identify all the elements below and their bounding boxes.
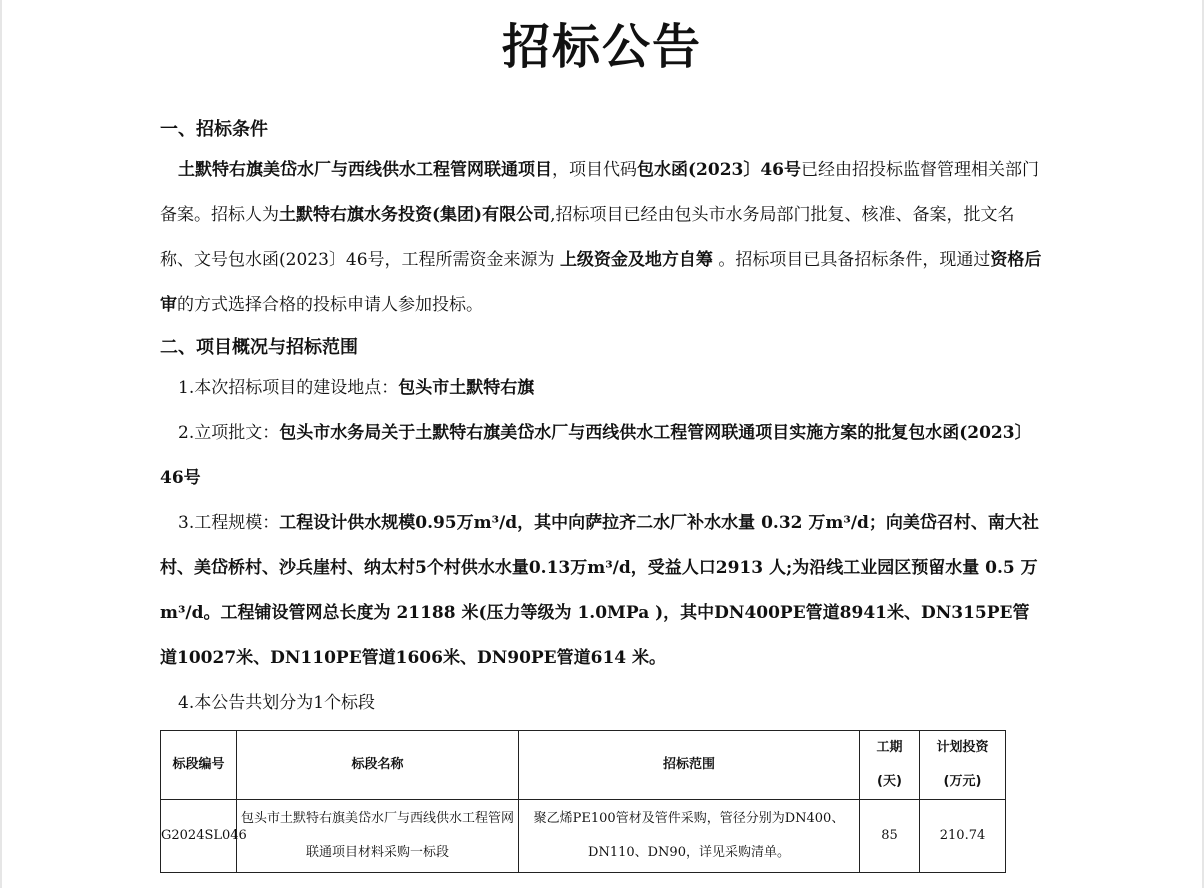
page-edge-left [0,0,2,888]
cell-period: 85 [860,800,920,873]
approval-item [160,411,1044,501]
approval-label: 2.立项批文： [178,423,280,443]
cell-lot-name: 包头市土默特右旗美岱水厂与西线供水工程管网联通项目材料采购一标段 [237,800,519,873]
section-heading-2: 二、项目概况与招标范围 [160,337,358,358]
lots-table [160,730,1006,873]
text-segment: 。招标项目已具备招标条件，现通过 [712,250,991,270]
text-segment: ,招标项目已经由包头市水务局部门批复、核准、备案，批文名称、文号包水函(2023〕46号，工程所需资金来源为 [160,205,1015,270]
tenderer-name: 土默特右旗水务投资(集团)有限公司 [279,205,551,225]
cell-lot-code: G2024SL046 [161,800,237,873]
tender-conditions-paragraph [160,148,1044,328]
page-title: 招标公告 [501,19,702,75]
header-period [860,731,920,800]
approval-value: 包头市水务局关于土默特右旗美岱水厂与西线供水工程管网联通项目实施方案的批复包水函(2023〕46号 [160,423,1032,488]
scale-item [160,501,1044,681]
project-code: 包水函(2023〕46号 [637,160,802,180]
header-lot-name: 标段名称 [237,731,519,800]
location-value: 包头市土默特右旗 [398,378,535,398]
location-item [160,366,1044,411]
header-investment-line2: (万元) [943,774,982,789]
section-heading-1: 一、招标条件 [160,119,268,140]
table-header-row [161,731,1006,800]
header-investment-line1: 计划投资 [936,740,989,755]
header-lot-code: 标段编号 [161,731,237,800]
cell-scope: 聚乙烯PE100管材及管件采购，管径分别为DN400、DN110、DN90，详见采购清单。 [519,800,860,873]
cell-investment: 210.74 [920,800,1006,873]
table-row [161,800,1006,873]
scale-value: 工程设计供水规模0.95万m³/d，其中向萨拉齐二水厂补水水量 0.32 万m³/d；向美岱召村、南大社村、美岱桥村、沙兵崖村、纳太村5个村供水水量0.13万m³/d，受益人口2913 人;为沿线工业园区预留水量 0.5 万m³/d。工程铺设管网总长度为 21188 米(压力等级为 1.0MPa )，其中DN400PE管道8941米、DN315PE管道10027米、DN110PE管道1606米、DN90PE管道614 米。 [160,513,1039,668]
lots-item: 4.本公告共划分为1个标段 [178,693,376,713]
header-period-line1: 工期 [876,740,903,755]
text-segment: 已经由招投标监督管理相关部门备案。招标人为 [160,160,1040,225]
project-name: 土默特右旗美岱水厂与西线供水工程管网联通项目 [178,160,552,180]
funding-source: 上级资金及地方自筹 [559,250,713,270]
header-scope: 招标范围 [519,731,860,800]
scale-label: 3.工程规模： [178,513,280,533]
review-method: 资格后审 [160,250,1042,315]
text-segment: 的方式选择合格的投标申请人参加投标。 [177,295,483,315]
text-segment: ，项目代码 [552,160,637,180]
location-label: 1.本次招标项目的建设地点： [178,378,399,398]
header-period-line2: (天) [877,774,902,789]
document-page [160,0,1044,873]
header-investment [920,731,1006,800]
